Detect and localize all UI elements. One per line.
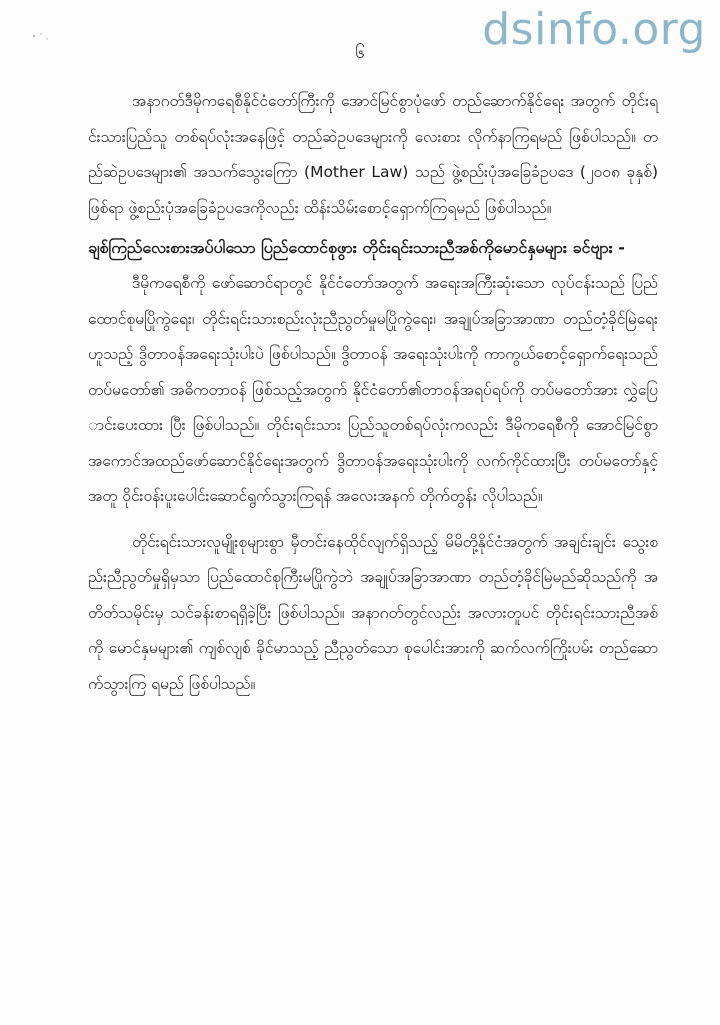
heading-text: ချစ်ကြည်လေးစားအပ်ပါသော ပြည်ထောင်စုဖွား တိုင်းရင်းသားညီအစ်ကိုမောင်နှမများ ခင်ဗျား (88, 238, 613, 257)
page-number: ၆ (355, 43, 365, 63)
watermark: dsinfo.org (482, 4, 706, 55)
paragraph-2: ဒီမိုကရေစီကို ဖော်ဆောင်ရာတွင် နိုင်ငံတော်အတွက် အရေးအကြီးဆုံးသော လုပ်ငန်းသည် ပြည်ထောင်စုမပြိုကွဲရေး၊ တိုင်းရင်းသားစည်းလုံးညီညွတ်မှုမပြိုကွဲရေး၊ အချုပ်အခြာအာဏာ တည်တံ့ခိုင်မြဲရေးဟူသည့် ဒွိတာဝန်အရေးသုံးပါးပဲ ဖြစ်ပါသည်။ ဒွိတာဝန် အရေးသုံးပါးကို ကာကွယ်စောင့်ရှောက်ရေးသည် တပ်မတော်၏ အဓိကတာဝန် ဖြစ်သည့်အတွက် နိုင်ငံတော်၏တာဝန်အရပ်ရပ်ကို တပ်မတော်အား လွှဲပြောင်းပေးထား ပြီး ဖြစ်ပါသည်။ တိုင်းရင်းသား ပြည်သူတစ်ရပ်လုံးကလည်း ဒီမိုကရေစီကို အောင်မြင်စွာ အကောင်အထည်ဖော်ဆောင်နိုင်ရေးအတွက် ဒွိတာဝန်အရေးသုံးပါးကို လက်ကိုင်ထားပြီး တပ်မတော်နှင့်အတူ ဝိုင်းဝန်းပူးပေါင်းဆောင်ရွက်သွားကြရန် အလေးအနက် တိုက်တွန်း လိုပါသည်။ (88, 274, 658, 505)
scan-speck (46, 38, 47, 39)
scan-speck (40, 33, 42, 35)
paragraph-3: တိုင်းရင်းသားလူမျိုးစုများစွာ မှီတင်းနေထိုင်လျက်ရှိသည့် မိမိတို့နိုင်ငံအတွက် အချင်းချင်း သွေးစည်းညီညွတ်မှုရှိမှသာ ပြည်ထောင်စုကြီးမပြိုကွဲဘဲ အချုပ်အခြာအာဏာ တည်တံ့ခိုင်မြဲမည်ဆိုသည်ကို အတိတ်သမိုင်းမှ သင်ခန်းစာရရှိခဲ့ပြီး ဖြစ်ပါသည်။ အနာဂတ်တွင်လည်း အလားတူပင် တိုင်းရင်းသားညီအစ်ကို မောင်နှမများ၏ ကျစ်လျစ် ခိုင်မာသည့် ညီညွတ်သော စုပေါင်းအားကို ဆက်လက်ကြိုးပမ်း တည်ဆောက်သွားကြ ရမည် ဖြစ်ပါသည်။ (88, 532, 658, 693)
document-body (88, 84, 658, 702)
section-heading (88, 230, 658, 266)
paragraph-1: အနာဂတ်ဒီမိုကရေစီနိုင်ငံတော်ကြီးကို အောင်မြင်စွာပုံဖော် တည်ဆောက်နိုင်ရေး အတွက် တိုင်းရင်းသားပြည်သူ တစ်ရပ်လုံးအနေဖြင့် တည်ဆဲဥပဒေများကို လေးစား လိုက်နာကြရမည် ဖြစ်ပါသည်။ တည်ဆဲဥပဒေများ၏ အသက်သွေးကြော (Mother Law) သည် ဖွဲ့စည်းပုံအခြေခံဥပဒေ (၂၀၀၈ ခုနှစ်) ဖြစ်ရာ ဖွဲ့စည်းပုံအခြေခံဥပဒေကိုလည်း ထိန်းသိမ်းစောင့်ရှောက်ကြရမည် ဖြစ်ပါသည်။ (88, 92, 658, 217)
heading-dash: - (612, 238, 625, 257)
scan-speck (33, 35, 35, 37)
